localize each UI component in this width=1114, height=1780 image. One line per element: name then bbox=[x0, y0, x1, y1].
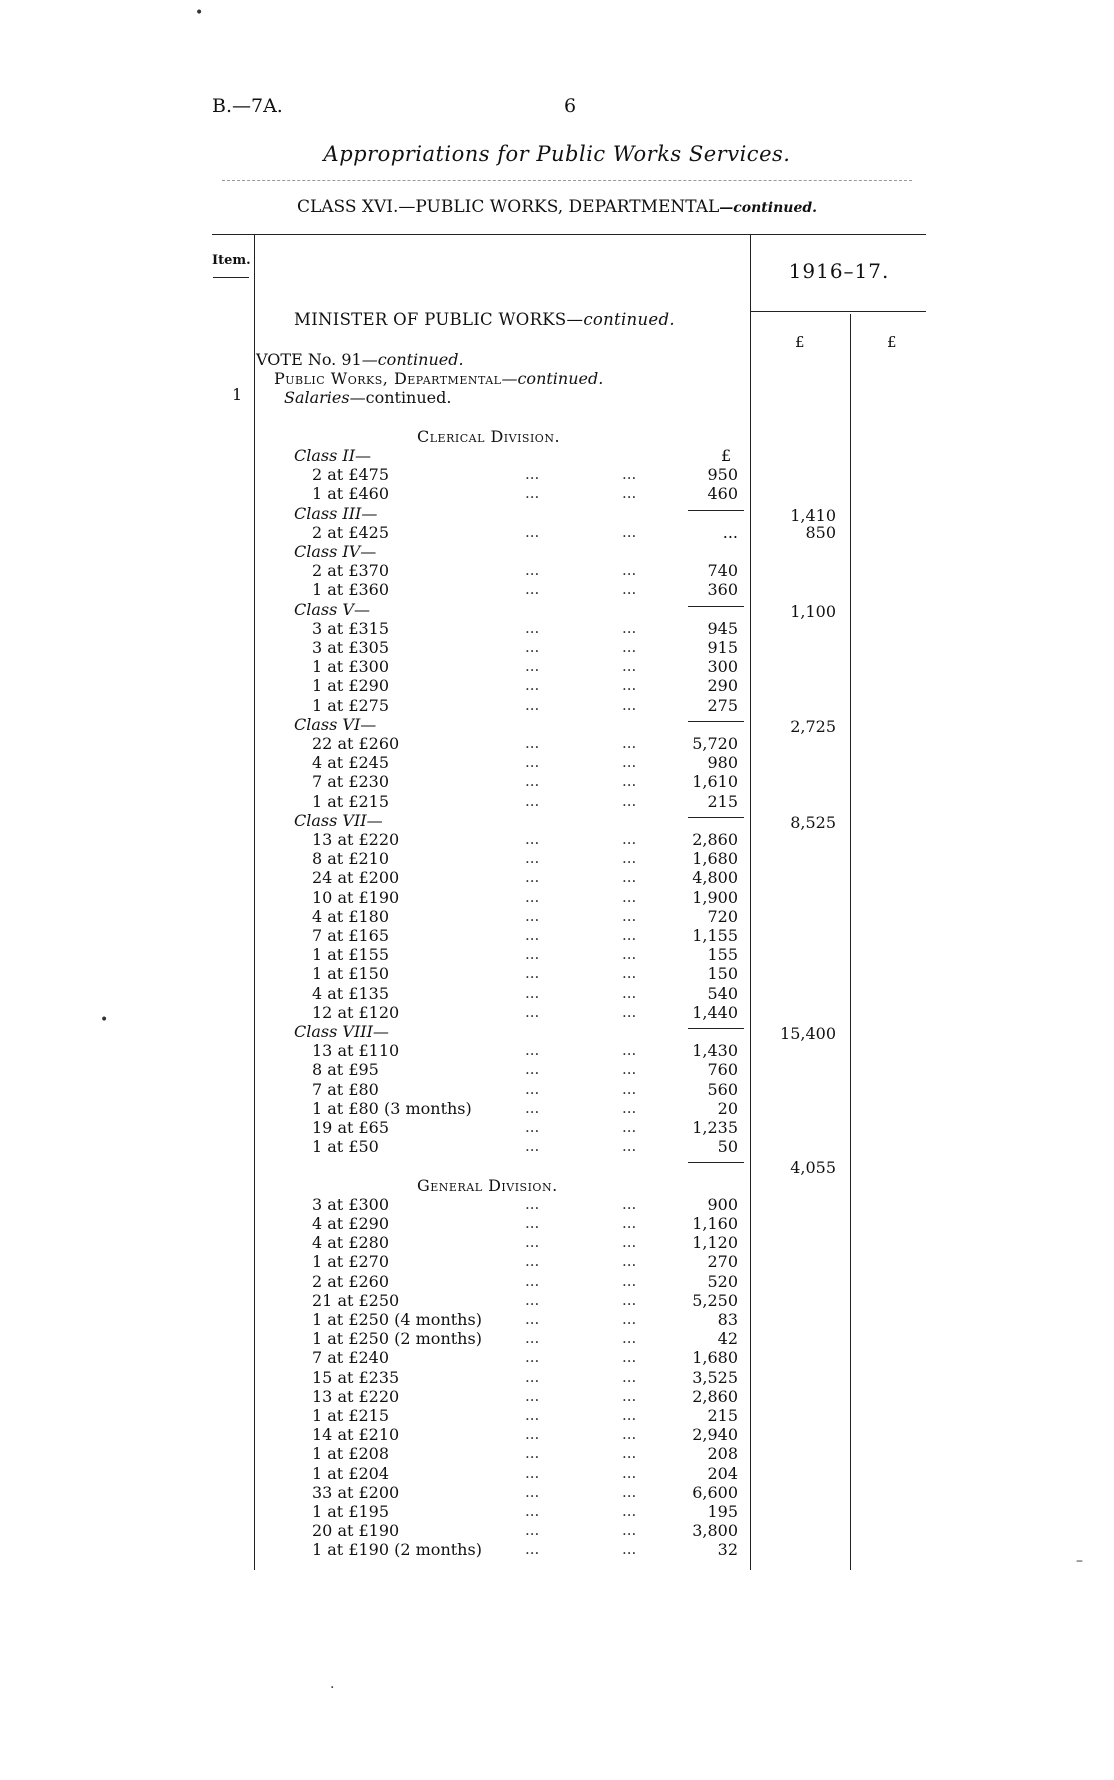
pound-sign-subtotal: £ bbox=[795, 333, 805, 351]
subtotal-rule bbox=[688, 510, 744, 511]
row-amount: 3,800 bbox=[692, 1521, 738, 1541]
leader-dots: ... bbox=[622, 964, 637, 983]
leader-dots: ... bbox=[525, 1425, 540, 1444]
leader-dots: ... bbox=[622, 1233, 637, 1252]
class-heading: Class VII— bbox=[294, 810, 383, 830]
clerical-division-heading: Clerical Division. bbox=[417, 427, 561, 446]
title-divider bbox=[222, 180, 912, 181]
class-heading: Class VIII— bbox=[294, 1022, 389, 1041]
leader-dots: ... bbox=[622, 945, 637, 964]
class-subtotal: 15,400 bbox=[780, 1024, 836, 1043]
row-label: 1 at £80 (3 months) bbox=[312, 1098, 472, 1118]
leader-dots: ... bbox=[525, 1502, 540, 1520]
leader-dots: ... bbox=[622, 522, 637, 541]
dept-heading bbox=[274, 369, 603, 388]
class-title-text: CLASS XVI.—PUBLIC WORKS, DEPARTMENTAL bbox=[296, 197, 720, 217]
item-number: 1 bbox=[232, 385, 243, 404]
row-label: 13 at £220 bbox=[312, 830, 400, 849]
subtotal-rule bbox=[688, 606, 744, 607]
leader-dots: ... bbox=[622, 465, 637, 484]
salaries-heading-continued: —continued. bbox=[349, 388, 452, 407]
row-amount: 42 bbox=[717, 1329, 738, 1349]
row-label: 1 at £208 bbox=[312, 1444, 390, 1464]
row-amount: 275 bbox=[707, 695, 738, 715]
leader-dots: ... bbox=[525, 580, 540, 599]
leader-dots: ... bbox=[525, 1194, 540, 1213]
row-amount: 460 bbox=[707, 484, 738, 504]
leader-dots: ... bbox=[525, 906, 540, 925]
leader-dots: ... bbox=[525, 734, 540, 752]
leader-dots: ... bbox=[525, 1118, 540, 1136]
row-label: 1 at £290 bbox=[312, 676, 390, 696]
row-amount: 1,430 bbox=[692, 1041, 738, 1061]
class-title-continued: —continued. bbox=[719, 200, 818, 216]
row-label: 1 at £275 bbox=[312, 695, 390, 715]
row-amount: 1,440 bbox=[692, 1002, 738, 1022]
row-amount: 32 bbox=[717, 1540, 738, 1560]
row-label: 3 at £300 bbox=[312, 1194, 390, 1214]
row-label: 1 at £300 bbox=[312, 657, 390, 677]
row-label: 7 at £240 bbox=[312, 1348, 390, 1368]
leader-dots: ... bbox=[622, 1002, 637, 1021]
row-amount: 215 bbox=[707, 1406, 738, 1425]
leader-dots: ... bbox=[622, 676, 637, 695]
leader-dots: ... bbox=[525, 618, 540, 637]
leader-dots: ... bbox=[525, 1444, 540, 1463]
leader-dots: ... bbox=[525, 1290, 540, 1309]
class-heading: Class VI— bbox=[294, 714, 377, 734]
row-amount: 150 bbox=[707, 964, 738, 984]
leader-dots: ... bbox=[525, 1214, 540, 1232]
row-amount: 540 bbox=[707, 983, 738, 1003]
leader-dots: ... bbox=[525, 657, 540, 676]
leader-dots: ... bbox=[622, 753, 637, 772]
leader-dots: ... bbox=[622, 657, 637, 676]
salaries-heading-text: Salaries bbox=[284, 388, 350, 407]
row-amount: 20 bbox=[717, 1098, 738, 1118]
leader-dots: ... bbox=[622, 561, 637, 580]
row-amount: 950 bbox=[707, 465, 738, 485]
subtotal-rule bbox=[688, 817, 744, 818]
row-label: 2 at £370 bbox=[312, 561, 390, 581]
class-subtotal: 850 bbox=[805, 522, 836, 542]
leader-dots: ... bbox=[525, 1252, 540, 1271]
row-amount: 520 bbox=[707, 1271, 738, 1291]
row-label: 1 at £190 (2 months) bbox=[312, 1540, 482, 1560]
leader-dots: ... bbox=[525, 772, 540, 791]
leader-dots: ... bbox=[525, 676, 540, 695]
leader-dots: ... bbox=[525, 1367, 540, 1386]
leader-dots: ... bbox=[622, 1386, 637, 1405]
leader-dots: ... bbox=[525, 1098, 540, 1117]
leader-dots: ... bbox=[622, 1329, 637, 1348]
dept-heading-continued: —continued. bbox=[501, 369, 604, 388]
leader-dots: ... bbox=[622, 580, 637, 599]
leader-dots: ... bbox=[622, 926, 637, 944]
class-subtotal: 1,410 bbox=[790, 505, 836, 525]
minister-heading bbox=[294, 310, 675, 329]
row-amount: 740 bbox=[707, 561, 738, 581]
leader-dots: ... bbox=[525, 1406, 540, 1424]
leader-dots: ... bbox=[525, 983, 540, 1002]
leader-dots: ... bbox=[525, 868, 540, 887]
leader-dots: ... bbox=[622, 638, 637, 656]
year-column-header: 1916–17. bbox=[788, 259, 890, 283]
document-reference: B.—7A. bbox=[212, 95, 283, 117]
subtotal-rule bbox=[688, 721, 744, 722]
leader-dots: ... bbox=[525, 791, 540, 810]
row-label: 19 at £65 bbox=[312, 1118, 390, 1137]
row-label: 4 at £280 bbox=[312, 1233, 390, 1253]
leader-dots: ... bbox=[525, 561, 540, 580]
row-label: 1 at £155 bbox=[312, 945, 390, 965]
row-label: 1 at £150 bbox=[312, 964, 390, 984]
row-amount: 760 bbox=[707, 1060, 738, 1080]
leader-dots: ... bbox=[622, 887, 637, 906]
leader-dots: ... bbox=[622, 484, 637, 503]
minister-heading-continued: —continued. bbox=[566, 310, 675, 329]
leader-dots: ... bbox=[622, 1290, 637, 1309]
row-label: 21 at £250 bbox=[312, 1290, 400, 1310]
row-label: 3 at £315 bbox=[312, 618, 390, 638]
leader-dots: ... bbox=[622, 695, 637, 714]
leader-dots: ... bbox=[622, 868, 637, 887]
row-amount: 215 bbox=[707, 791, 738, 811]
leader-dots: ... bbox=[622, 1482, 637, 1501]
row-label: 7 at £165 bbox=[312, 926, 390, 945]
row-amount: 3,525 bbox=[692, 1367, 738, 1387]
row-amount: ... bbox=[722, 522, 738, 542]
subtotal-rule bbox=[688, 1162, 744, 1163]
row-amount: 155 bbox=[707, 945, 738, 965]
row-amount: 2,860 bbox=[692, 830, 738, 849]
row-label: 1 at £270 bbox=[312, 1252, 390, 1272]
leader-dots: ... bbox=[525, 830, 540, 848]
row-label: 1 at £204 bbox=[312, 1463, 390, 1483]
leader-dots: ... bbox=[622, 1348, 637, 1367]
row-label: 20 at £190 bbox=[312, 1521, 400, 1541]
scan-mark: • bbox=[100, 1012, 109, 1028]
leader-dots: ... bbox=[525, 1310, 540, 1328]
class-subtotal: 8,525 bbox=[790, 812, 836, 832]
row-amount: 1,680 bbox=[692, 849, 738, 869]
leader-dots: ... bbox=[525, 887, 540, 906]
leader-dots: ... bbox=[525, 1060, 540, 1079]
row-label: 22 at £260 bbox=[312, 734, 400, 753]
leader-dots: ... bbox=[525, 1137, 540, 1156]
item-column-divider bbox=[254, 234, 255, 1570]
row-amount: 915 bbox=[707, 638, 738, 657]
item-header-underline bbox=[213, 277, 249, 278]
row-amount: 2,940 bbox=[692, 1425, 738, 1445]
leader-dots: ... bbox=[622, 906, 637, 925]
row-amount: 4,800 bbox=[692, 868, 738, 888]
leader-dots: ... bbox=[525, 522, 540, 541]
scan-mark: • bbox=[195, 5, 204, 21]
row-label: 1 at £195 bbox=[312, 1502, 390, 1521]
row-label: 3 at £305 bbox=[312, 638, 390, 657]
subtotal-rule bbox=[688, 1028, 744, 1029]
minister-heading-text: MINISTER OF PUBLIC WORKS bbox=[294, 310, 567, 329]
row-label: 33 at £200 bbox=[312, 1482, 400, 1502]
row-amount: 270 bbox=[707, 1252, 738, 1272]
leader-dots: ... bbox=[525, 1463, 540, 1482]
leader-dots: ... bbox=[622, 1271, 637, 1290]
pound-sign-total: £ bbox=[887, 333, 897, 351]
row-label: 12 at £120 bbox=[312, 1002, 400, 1022]
row-label: 13 at £110 bbox=[312, 1041, 400, 1061]
scan-mark: · bbox=[330, 1680, 335, 1696]
leader-dots: ... bbox=[525, 465, 540, 484]
row-amount: 1,120 bbox=[692, 1233, 738, 1253]
leader-dots: ... bbox=[525, 849, 540, 868]
row-amount: 1,160 bbox=[692, 1214, 738, 1233]
row-amount: 1,155 bbox=[692, 926, 738, 945]
leader-dots: ... bbox=[622, 1079, 637, 1098]
row-amount: 5,720 bbox=[692, 734, 738, 753]
row-amount: 208 bbox=[707, 1444, 738, 1464]
leader-dots: ... bbox=[622, 618, 637, 637]
leader-dots: ... bbox=[525, 1540, 540, 1559]
row-amount: 360 bbox=[707, 580, 738, 600]
leader-dots: ... bbox=[525, 638, 540, 656]
amount-pound-sign: £ bbox=[721, 446, 732, 465]
row-label: 1 at £215 bbox=[312, 791, 390, 811]
leader-dots: ... bbox=[622, 1098, 637, 1117]
leader-dots: ... bbox=[525, 1348, 540, 1367]
row-label: 8 at £95 bbox=[312, 1060, 379, 1080]
leader-dots: ... bbox=[525, 695, 540, 714]
row-amount: 50 bbox=[717, 1137, 738, 1157]
page-title: Appropriations for Public Works Services. bbox=[323, 142, 791, 166]
row-label: 7 at £80 bbox=[312, 1079, 379, 1099]
leader-dots: ... bbox=[622, 849, 637, 868]
vote-heading-text: VOTE No. 91 bbox=[256, 350, 362, 369]
leader-dots: ... bbox=[525, 926, 540, 944]
row-amount: 560 bbox=[707, 1079, 738, 1099]
class-subtotal: 2,725 bbox=[790, 716, 836, 736]
row-label: 10 at £190 bbox=[312, 887, 400, 907]
leader-dots: ... bbox=[525, 1271, 540, 1290]
row-amount: 1,235 bbox=[692, 1118, 738, 1137]
row-amount: 204 bbox=[707, 1463, 738, 1483]
table-top-rule bbox=[212, 234, 926, 235]
leader-dots: ... bbox=[525, 1079, 540, 1098]
row-label: 24 at £200 bbox=[312, 868, 400, 888]
dept-heading-text: Public Works, Departmental bbox=[274, 369, 502, 388]
row-label: 1 at £50 bbox=[312, 1137, 379, 1157]
leader-dots: ... bbox=[525, 1233, 540, 1252]
row-amount: 1,610 bbox=[692, 772, 738, 792]
class-subtotal: 1,100 bbox=[790, 601, 836, 621]
row-label: 1 at £360 bbox=[312, 580, 390, 600]
row-label: 4 at £135 bbox=[312, 983, 390, 1003]
leader-dots: ... bbox=[525, 1041, 540, 1060]
row-label: 8 at £210 bbox=[312, 849, 390, 869]
leader-dots: ... bbox=[622, 1118, 637, 1136]
class-subtotal: 4,055 bbox=[790, 1158, 836, 1178]
leader-dots: ... bbox=[622, 1502, 637, 1520]
leader-dots: ... bbox=[622, 772, 637, 791]
row-label: 1 at £250 (4 months) bbox=[312, 1310, 482, 1329]
row-amount: 300 bbox=[707, 657, 738, 677]
vote-heading-continued: —continued. bbox=[361, 350, 464, 369]
general-division-heading: General Division. bbox=[417, 1175, 558, 1195]
leader-dots: ... bbox=[622, 983, 637, 1002]
page-number: 6 bbox=[564, 95, 577, 117]
amount-column-divider bbox=[750, 234, 751, 1570]
row-amount: 2,860 bbox=[692, 1386, 738, 1406]
leader-dots: ... bbox=[525, 753, 540, 772]
leader-dots: ... bbox=[622, 1252, 637, 1271]
leader-dots: ... bbox=[622, 1310, 637, 1328]
row-label: 2 at £260 bbox=[312, 1271, 390, 1291]
leader-dots: ... bbox=[622, 1367, 637, 1386]
leader-dots: ... bbox=[622, 1521, 637, 1540]
scan-mark: – bbox=[1076, 1553, 1083, 1569]
row-amount: 720 bbox=[707, 906, 738, 926]
row-label: 1 at £215 bbox=[312, 1406, 390, 1425]
leader-dots: ... bbox=[622, 1540, 637, 1559]
leader-dots: ... bbox=[622, 734, 637, 752]
row-amount: 290 bbox=[707, 676, 738, 696]
row-amount: 6,600 bbox=[692, 1482, 738, 1502]
row-amount: 83 bbox=[717, 1310, 738, 1329]
row-amount: 195 bbox=[707, 1502, 738, 1521]
class-heading: Class V— bbox=[294, 599, 370, 619]
leader-dots: ... bbox=[525, 1002, 540, 1021]
leader-dots: ... bbox=[525, 945, 540, 964]
leader-dots: ... bbox=[525, 484, 540, 503]
salaries-heading bbox=[284, 388, 451, 407]
leader-dots: ... bbox=[622, 1041, 637, 1060]
year-header-rule bbox=[750, 311, 926, 312]
row-label: 14 at £210 bbox=[312, 1425, 400, 1445]
subtotal-column-divider bbox=[850, 314, 851, 1570]
class-title bbox=[0, 197, 1114, 217]
leader-dots: ... bbox=[622, 1060, 637, 1079]
leader-dots: ... bbox=[525, 964, 540, 983]
row-label: 1 at £460 bbox=[312, 484, 390, 504]
row-amount: 980 bbox=[707, 753, 738, 773]
row-label: 4 at £245 bbox=[312, 753, 390, 773]
leader-dots: ... bbox=[622, 1425, 637, 1444]
leader-dots: ... bbox=[525, 1329, 540, 1348]
row-label: 4 at £290 bbox=[312, 1214, 390, 1233]
leader-dots: ... bbox=[622, 1214, 637, 1232]
leader-dots: ... bbox=[622, 830, 637, 848]
class-heading: Class III— bbox=[294, 503, 378, 523]
row-label: 4 at £180 bbox=[312, 906, 390, 926]
leader-dots: ... bbox=[622, 1194, 637, 1213]
leader-dots: ... bbox=[525, 1386, 540, 1405]
row-amount: 900 bbox=[707, 1194, 738, 1214]
leader-dots: ... bbox=[622, 1137, 637, 1156]
class-heading: Class II— bbox=[294, 446, 372, 465]
row-label: 2 at £425 bbox=[312, 522, 390, 542]
leader-dots: ... bbox=[525, 1482, 540, 1501]
row-label: 2 at £475 bbox=[312, 465, 390, 485]
leader-dots: ... bbox=[622, 1444, 637, 1463]
row-amount: 1,680 bbox=[692, 1348, 738, 1368]
vote-heading bbox=[256, 350, 464, 369]
row-amount: 5,250 bbox=[692, 1290, 738, 1310]
item-column-header: Item. bbox=[212, 253, 251, 268]
leader-dots: ... bbox=[622, 1463, 637, 1482]
leader-dots: ... bbox=[525, 1521, 540, 1540]
class-heading: Class IV— bbox=[294, 542, 377, 561]
row-label: 13 at £220 bbox=[312, 1386, 400, 1406]
leader-dots: ... bbox=[622, 1406, 637, 1424]
row-label: 1 at £250 (2 months) bbox=[312, 1329, 482, 1349]
row-amount: 1,900 bbox=[692, 887, 738, 907]
row-label: 15 at £235 bbox=[312, 1367, 400, 1387]
leader-dots: ... bbox=[622, 791, 637, 810]
row-label: 7 at £230 bbox=[312, 772, 390, 792]
row-amount: 945 bbox=[707, 618, 738, 638]
